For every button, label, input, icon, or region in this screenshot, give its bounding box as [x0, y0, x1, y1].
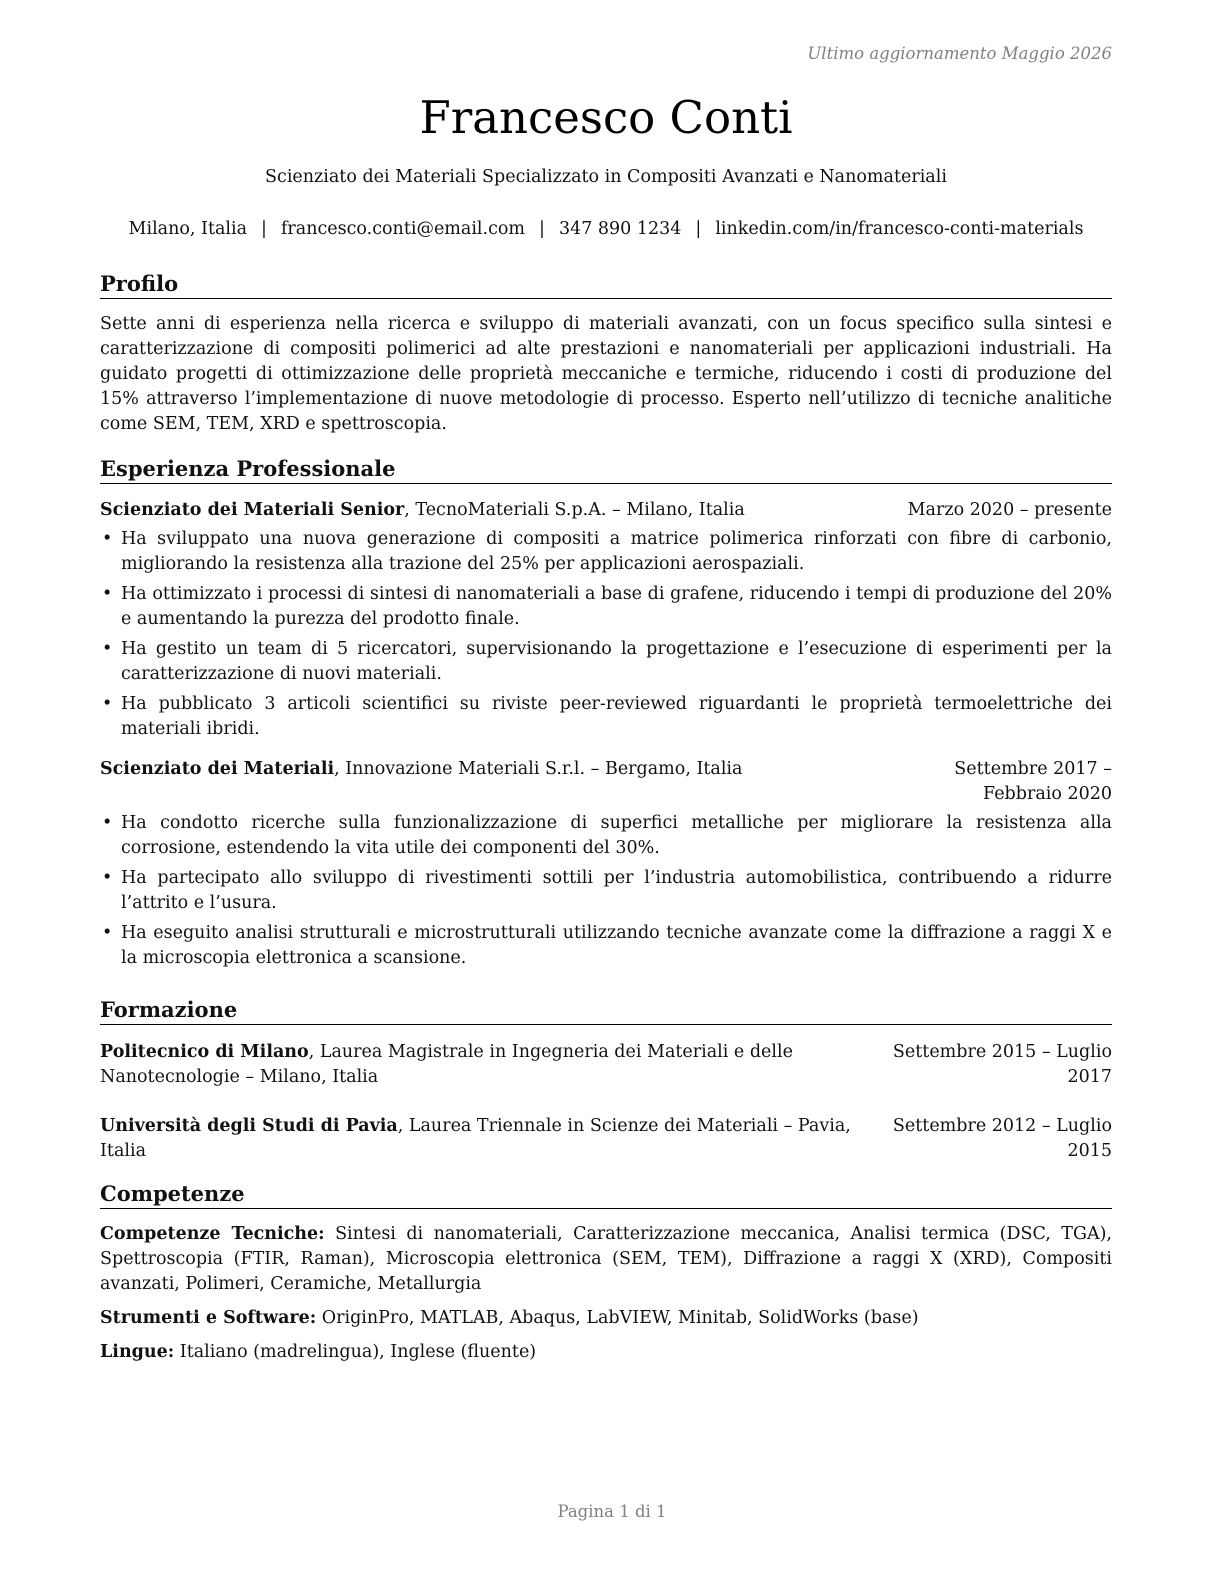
- skills-label: Strumenti e Software:: [100, 1308, 317, 1328]
- contact-phone: 347 890 1234: [558, 219, 682, 239]
- candidate-headline: Scienziato dei Materiali Specializzato in Compositi Avanzati e Nanomateriali: [265, 167, 947, 187]
- page-number: Pagina 1 di 1: [557, 1502, 667, 1521]
- contact-separator: |: [695, 219, 702, 239]
- job-dates: Settembre 2017 – Febbraio 2020: [954, 759, 1112, 804]
- skills-section: [100, 1180, 1112, 1365]
- education-section: [100, 996, 1112, 1164]
- list-item: • Ha partecipato allo sviluppo di rivestimenti sottili per l’industria automobilistica, contribuendo a ridurre l’attrito e l’usura.: [100, 866, 1112, 916]
- job-company: , TecnoMateriali S.p.A. – Milano, Italia: [404, 500, 745, 520]
- skills-technical: [100, 1222, 1112, 1297]
- section-title-profile: Profilo: [100, 270, 1112, 299]
- skills-value: Italiano (madrelingua), Inglese (fluente): [174, 1342, 537, 1362]
- experience-section: [100, 455, 1112, 976]
- education-institution: Politecnico di Milano: [100, 1042, 309, 1062]
- education-institution-line: [100, 1040, 875, 1090]
- section-title-skills: Competenze: [100, 1180, 1112, 1209]
- last-updated-note: Ultimo aggiornamento Maggio 2026: [807, 44, 1112, 63]
- list-item: • Ha gestito un team di 5 ricercatori, supervisionando la progettazione e l’esecuzione di esperimenti per la caratterizzazione di nuovi materiali.: [100, 637, 1112, 687]
- skills-value: OriginPro, MATLAB, Abaqus, LabVIEW, Minitab, SolidWorks (base): [316, 1308, 919, 1328]
- list-item: • Ha ottimizzato i processi di sintesi di nanomateriali a base di grafene, riducendo i tempi di produzione del 20% e aumentando la purezza del prodotto finale.: [100, 582, 1112, 632]
- list-item: • Ha eseguito analisi strutturali e microstrutturali utilizzando tecniche avanzate come la diffrazione a raggi X e la microscopia elettronica a scansione.: [100, 921, 1112, 971]
- education-dates: Settembre 2012 – Luglio 2015: [892, 1116, 1112, 1161]
- contact-email[interactable]: francesco.conti@email.com: [280, 219, 526, 239]
- contact-separator: |: [261, 219, 267, 239]
- candidate-name: Francesco Conti: [419, 91, 793, 144]
- job-dates: Marzo 2020 – presente: [907, 500, 1112, 520]
- list-item: • Ha pubblicato 3 articoli scientifici su riviste peer-reviewed riguardanti le proprietà termoelettriche dei materiali ibridi.: [100, 692, 1112, 742]
- section-title-experience: Esperienza Professionale: [100, 455, 1112, 484]
- skills-languages: [100, 1340, 1112, 1365]
- job-bullets: [100, 811, 1112, 971]
- job-header: [100, 498, 1112, 523]
- job-role: Scienziato dei Materiali: [100, 759, 335, 779]
- job-title-line: [100, 498, 745, 523]
- profile-section: [100, 270, 1112, 437]
- contact-linkedin[interactable]: linkedin.com/in/francesco-conti-materials: [715, 219, 1084, 239]
- education-degree: , Laurea Triennale in Scienze dei Materiali – Pavia, Italia: [100, 1116, 851, 1161]
- section-title-education: Formazione: [100, 996, 1112, 1025]
- skills-tools: [100, 1306, 1112, 1331]
- job-entry: [100, 498, 1112, 742]
- resume-page: [100, 0, 1112, 1584]
- list-item: • Ha condotto ricerche sulla funzionalizzazione di superfici metalliche per migliorare la resistenza alla corrosione, estendendo la vita utile dei componenti del 30%.: [100, 811, 1112, 861]
- job-title-line: [100, 757, 742, 807]
- list-item: • Ha sviluppato una nuova generazione di compositi a matrice polimerica rinforzati con fibre di carbonio, migliorando la resistenza alla trazione del 25% per applicazioni aerospaziali.: [100, 527, 1112, 577]
- job-company: , Innovazione Materiali S.r.l. – Bergamo, Italia: [334, 759, 743, 779]
- education-entry: [100, 1114, 1112, 1164]
- education-institution: Università degli Studi di Pavia: [100, 1116, 398, 1136]
- education-entry: [100, 1040, 1112, 1090]
- contact-location: Milano, Italia: [128, 219, 248, 239]
- contact-line: [100, 219, 1112, 239]
- education-institution-line: [100, 1114, 875, 1164]
- contact-separator: |: [539, 219, 545, 239]
- job-role: Scienziato dei Materiali Senior: [100, 500, 405, 520]
- skills-label: Lingue:: [100, 1342, 175, 1362]
- job-entry: [100, 757, 1112, 971]
- profile-text: Sette anni di esperienza nella ricerca e sviluppo di materiali avanzati, con un focus specifico sulla sintesi e caratterizzazione di compositi polimerici ad alte prestazioni e nanomateriali per applicazioni industriali. Ha guidato progetti di ottimizzazione delle proprietà meccaniche e termiche, riducendo i costi di produzione del 15% attraverso l’implementazione di nuove metodologie di processo. Esperto nell’utilizzo di tecniche analitiche come SEM, TEM, XRD e spettroscopia.: [100, 314, 1112, 434]
- skills-value: Sintesi di nanomateriali, Caratterizzazione meccanica, Analisi termica (DSC, TGA), Spettroscopia (FTIR, Raman), Microscopia elettronica (SEM, TEM), Diffrazione a raggi X (XRD), Compositi avanzati, Polimeri, Ceramiche, Metallurgia: [100, 1224, 1112, 1294]
- job-header: [100, 757, 1112, 807]
- education-degree: , Laurea Magistrale in Ingegneria dei Materiali e delle Nanotecnologie – Milano, Italia: [100, 1042, 793, 1087]
- skills-label: Competenze Tecniche:: [100, 1224, 325, 1244]
- education-dates: Settembre 2015 – Luglio 2017: [892, 1042, 1112, 1087]
- job-bullets: [100, 527, 1112, 742]
